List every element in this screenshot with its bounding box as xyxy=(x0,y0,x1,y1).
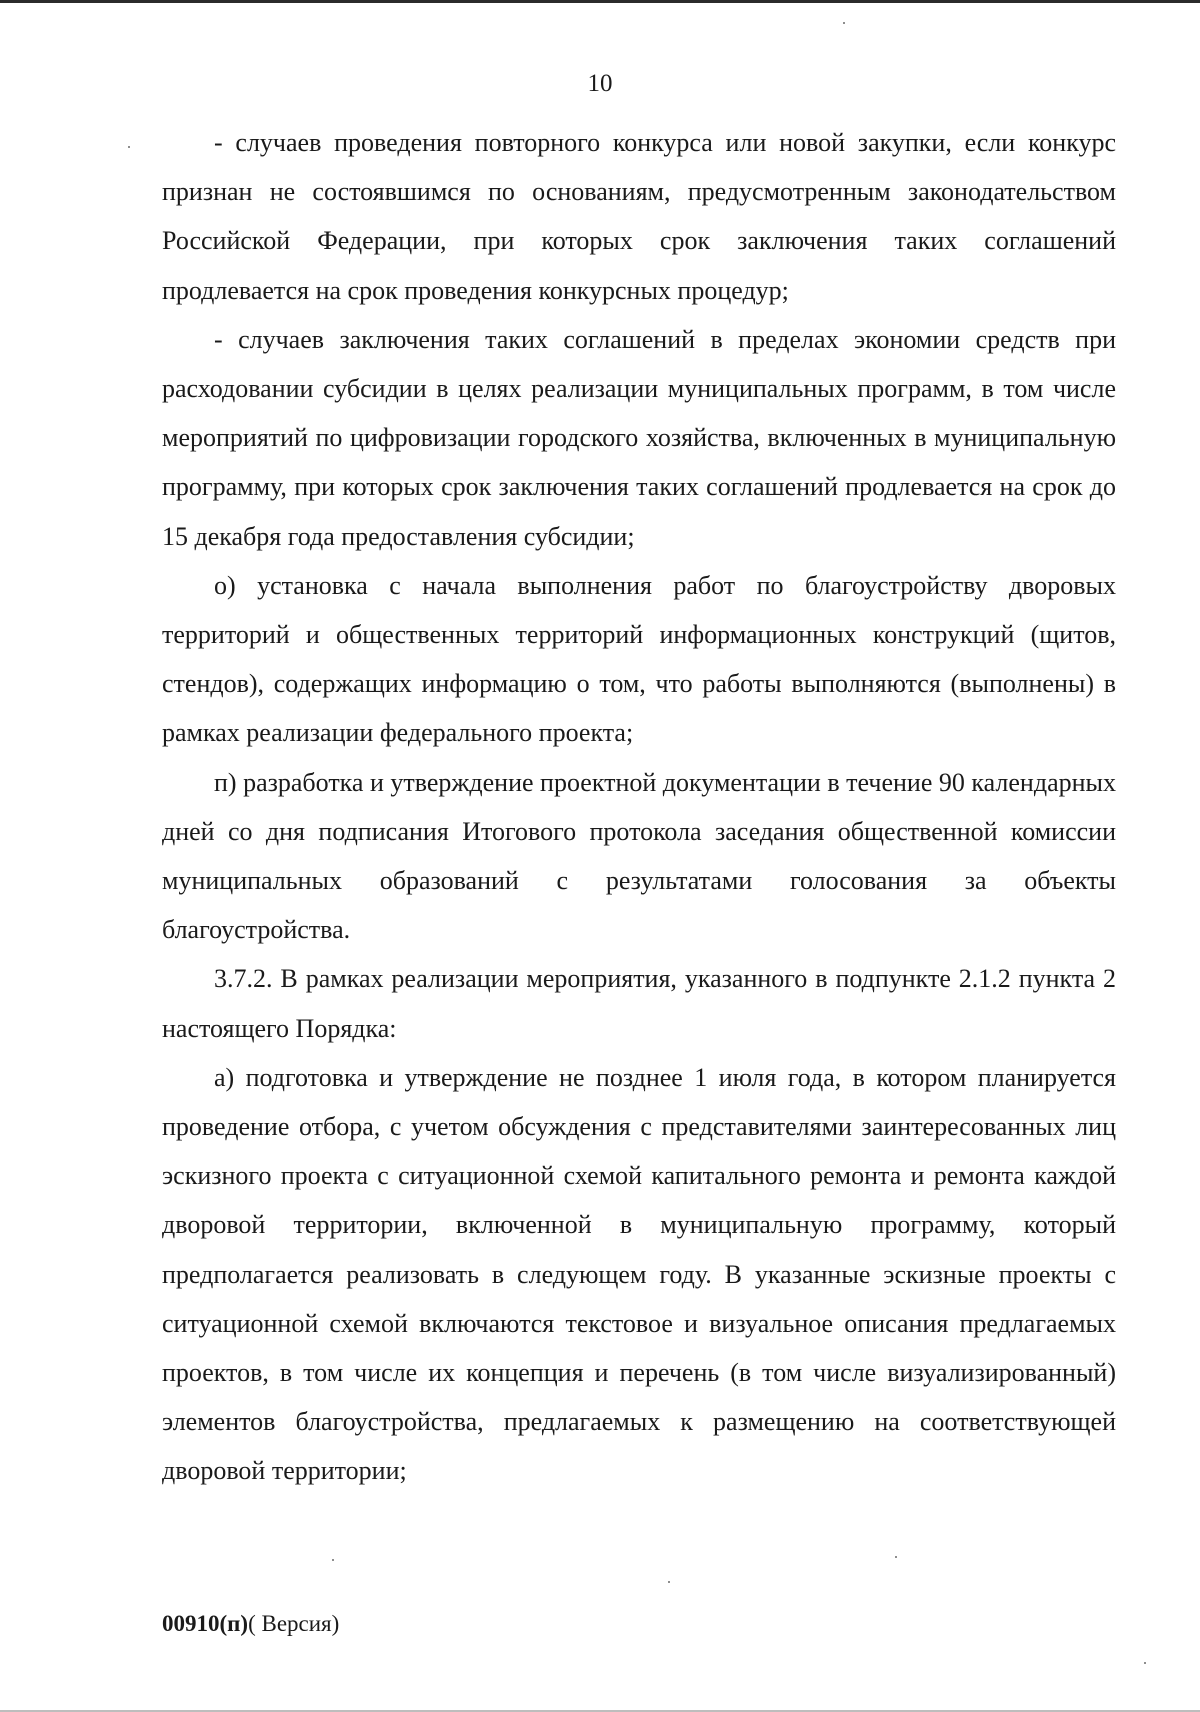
scan-speck xyxy=(1144,1662,1146,1664)
scan-speck xyxy=(843,22,845,24)
footer-code: 00910(п) xyxy=(162,1611,249,1636)
paragraph-item-a: а) подготовка и утверждение не позднее 1 июля года, в котором планируется проведение отбора, с учетом обсуждения с представителями заинтересованных лиц эскизного проекта с ситуационной схемой капитального ремонта и ремонта каждой дворовой территории, включенной в муниципальную программу, который предполагается реализовать в следующем году. В указанные эскизные проекты с ситуационной схемой включаются текстовое и визуальное описания предлагаемых проектов, в том числе их концепция и перечень (в том числе визуализированный) элементов благоустройства, предлагаемых к размещению на соответствующей дворовой территории; xyxy=(162,1062,1116,1486)
page-top-edge xyxy=(0,0,1200,3)
document-body xyxy=(162,118,1116,1496)
paragraph-savings: - случаев заключения таких соглашений в пределах экономии средств при расходовании субсидии в целях реализации муниципальных программ, в том числе мероприятий по цифровизации городского хозяйства, включенных в муниципальную программу, при которых срок заключения таких соглашений продлевается на срок до 15 декабря года предоставления субсидии; xyxy=(162,324,1116,551)
footer-version: ( Версия) xyxy=(248,1611,340,1636)
scan-speck xyxy=(332,1559,334,1561)
paragraph-repeat-tender: - случаев проведения повторного конкурса или новой закупки, если конкурс признан не состоявшимся по основаниям, предусмотренным законодательством Российской Федерации, при которых срок заключения таких соглашений продлевается на срок проведения конкурсных процедур; xyxy=(162,128,1116,305)
page-number: 10 xyxy=(587,70,613,97)
scan-speck xyxy=(668,1581,670,1583)
scan-speck xyxy=(128,146,130,148)
paragraph-item-o: о) установка с начала выполнения работ по благоустройству дворовых территорий и общественных территорий информационных конструкций (щитов, стендов), содержащих информацию о том, что работы выполняются (выполнены) в рамках реализации федерального проекта; xyxy=(162,570,1116,748)
footer-document-code xyxy=(162,1609,339,1639)
scan-speck xyxy=(895,1556,897,1558)
paragraph-item-p: п) разработка и утверждение проектной документации в течение 90 календарных дней со дня подписания Итогового протокола заседания общественной комиссии муниципальных образований с результатами голосования за объекты благоустройства. xyxy=(162,767,1116,945)
paragraph-3-7-2: 3.7.2. В рамках реализации мероприятия, указанного в подпункте 2.1.2 пункта 2 настоящего Порядка: xyxy=(162,964,1116,1043)
